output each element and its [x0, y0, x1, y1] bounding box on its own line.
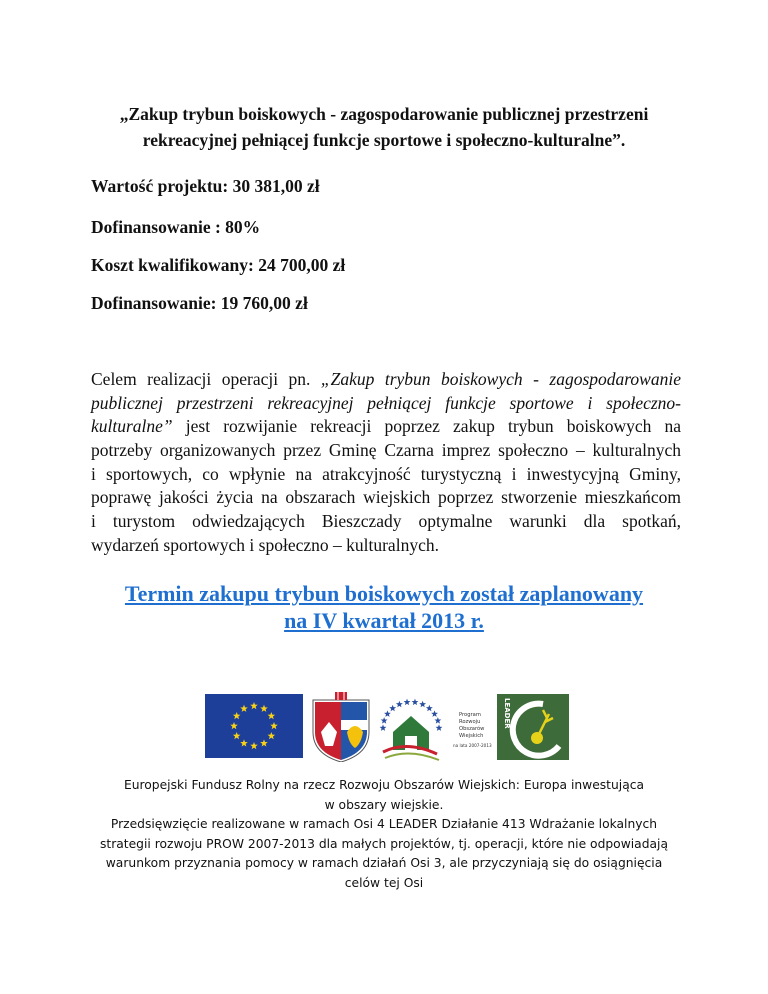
- svg-text:LEADER: LEADER: [503, 698, 511, 729]
- prow-star-icon: [380, 724, 387, 731]
- prow-star-icon: [436, 724, 443, 731]
- leader-logo-icon: [497, 694, 569, 760]
- prow-star-icon: [396, 701, 403, 708]
- schedule-line-1: Termin zakupu trybun boiskowych został zaplanowany: [124, 581, 644, 606]
- footer-line: Przedsięwzięcie realizowane w ramach Osi 4 LEADER Działanie 413 Wdrażanie lokalnych: [110, 817, 658, 831]
- project-title: [90, 101, 678, 153]
- prow-star-icon: [404, 699, 411, 706]
- prow-star-icon: [426, 705, 433, 712]
- prow-star-icon: [384, 710, 391, 717]
- svg-text:Program: Program: [459, 712, 481, 718]
- prow-star-icon: [419, 701, 426, 708]
- description-line: i sportowych, co wpłynie na atrakcyjność turystyczną i inwestycyjną Gminy,: [91, 463, 681, 484]
- title-line-1: „Zakup trybun boiskowych - zagospodarowanie publicznej przestrzeni: [119, 104, 649, 124]
- footer-line: Europejski Fundusz Rolny na rzecz Rozwoju Obszarów Wiejskich: Europa inwestująca: [123, 778, 645, 792]
- footer-note: [60, 776, 708, 893]
- prow-star-icon: [434, 717, 441, 724]
- description-line: Celem realizacji operacji pn. „Zakup trybun boiskowych - zagospodarowanie: [91, 369, 681, 389]
- coat-of-arms-icon: [313, 692, 369, 762]
- svg-text:Obszarów: Obszarów: [459, 726, 485, 732]
- description-line: poprawę jakości życia na obszarach wiejskich poprzez stworzenie mieszkańcom: [91, 487, 681, 508]
- eligible-cost: Koszt kwalifikowany: 24 700,00 zł: [91, 255, 346, 275]
- description-line: potrzeby organizowanych przez Gminę Czarna imprez społeczno – kulturalnych: [91, 440, 681, 461]
- svg-text:na lata 2007-2013: na lata 2007-2013: [453, 743, 492, 748]
- description-line: i turystom odwiedzających Bieszczady optymalne warunki dla spotkań,: [91, 511, 681, 532]
- description-line: kulturalne” jest rozwijanie rekreacji poprzez zakup trybun boiskowych na: [91, 416, 681, 437]
- footer-line: warunkom przyznania pomocy w ramach działań Osi 3, ale przyczyniają się do osiągnięcia: [105, 856, 663, 870]
- prow-star-icon: [412, 699, 419, 706]
- project-value: Wartość projektu: 30 381,00 zł: [91, 176, 320, 196]
- funding-percent: Dofinansowanie : 80%: [91, 217, 261, 237]
- schedule-notice: [90, 580, 678, 634]
- footer-line: celów tej Osi: [344, 875, 424, 890]
- prow-logo-icon: [380, 699, 492, 760]
- footer-line: w obszary wiejskie.: [324, 797, 444, 812]
- description-line: wydarzeń sportowych i społeczno – kulturalnych.: [91, 534, 439, 555]
- title-line-2: rekreacyjnej pełniącej funkcje sportowe i społeczno-kulturalne”.: [142, 130, 626, 150]
- funding-logos: [205, 692, 570, 762]
- prow-star-icon: [431, 710, 438, 717]
- prow-star-icon: [389, 705, 396, 712]
- funding-amount: Dofinansowanie: 19 760,00 zł: [91, 293, 308, 313]
- svg-text:Rozwoju: Rozwoju: [459, 719, 481, 725]
- prow-star-icon: [381, 717, 388, 724]
- eu-flag-icon: [205, 694, 303, 758]
- svg-text:Wiejskich: Wiejskich: [459, 733, 484, 739]
- footer-line: strategii rozwoju PROW 2007-2013 dla małych projektów, tj. operacji, które nie odpowiadają: [99, 836, 669, 851]
- description-paragraph: [91, 368, 681, 558]
- description-line: publicznej przestrzeni rekreacyjnej pełniącej funkcje sportowe i społeczno-: [91, 392, 681, 413]
- schedule-line-2: na IV kwartał 2013 r.: [284, 608, 484, 633]
